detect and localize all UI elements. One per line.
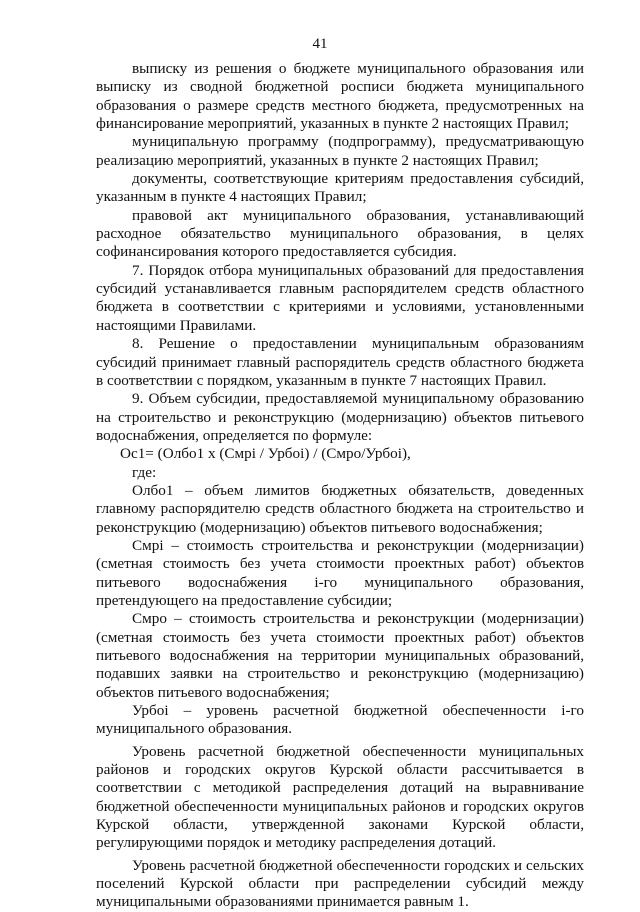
paragraph: где:	[132, 463, 157, 481]
document-body	[96, 60, 584, 912]
formula: Ос1= (Олбо1 х (Смрі / Урбоі) / (Смро/Урбоі),	[120, 445, 411, 463]
paragraph: Уровень расчетной бюджетной обеспеченности городских и сельских поселений Курской области при распределении субсидий между муниципальными образованиями принимается равным 1.	[96, 856, 584, 911]
definition-olbo: Олбо1 – объем лимитов бюджетных обязательств, доведенных главному распорядителю средств областного бюджета на строительство и реконструкцию (модернизацию) объектов питьевого водоснабжения;	[96, 481, 584, 536]
definition-smri: Смрі – стоимость строительства и реконструкции (модернизации) (сметная стоимость без учета стоимости проектных работ) объектов питьевого водоснабжения і-го муниципального образования, претендующего на предоставление субсидии;	[96, 536, 584, 609]
page-number: 41	[312, 36, 328, 52]
paragraph: Уровень расчетной бюджетной обеспеченности муниципальных районов и городских округов Курской области рассчитывается в соответствии с методикой распределения дотаций на выравнивание бюджетной обеспеченности муниципальных районов и городских округов Курской области, утвержденной законами Курской области, регулирующими порядок и методику распределения дотаций.	[96, 742, 584, 852]
paragraph: документы, соответствующие критериям предоставления субсидий, указанным в пункте 4 настоящих Правил;	[96, 170, 584, 206]
paragraph: 9. Объем субсидии, предоставляемой муниципальному образованию на строительство и реконструкцию (модернизацию) объектов питьевого водоснабжения, определяется по формуле:	[96, 390, 584, 444]
paragraph: 8. Решение о предоставлении муниципальным образованиям субсидий принимает главный распорядитель средств областного бюджета в соответствии с порядком, указанным в пункте 7 настоящих Правил.	[96, 335, 584, 389]
paragraph: выписку из решения о бюджете муниципального образования или выписку из сводной бюджетной росписи бюджета муниципального образования о размере средств местного бюджета, предусмотренных на финансирование мероприятий, указанных в пункте 2 настоящих Правил;	[96, 60, 584, 133]
paragraph: правовой акт муниципального образования, устанавливающий расходное обязательство муниципального образования, в целях софинансирования которого предоставляется субсидия.	[96, 206, 584, 261]
definition-smro: Смро – стоимость строительства и реконструкции (модернизации) (сметная стоимость без учета стоимости проектных работ) объектов питьевого водоснабжения на территории муниципальных образований, подавших заявки на строительство и реконструкцию (модернизацию) объектов питьевого водоснабжения;	[96, 610, 584, 701]
definition-urboi: Урбоі – уровень расчетной бюджетной обеспеченности і-го муниципального образования.	[96, 702, 584, 738]
paragraph: 7. Порядок отбора муниципальных образований для предоставления субсидий устанавливается главным распорядителем средств областного бюджета в соответствии с критериями и условиями, установленными настоящими Правилами.	[96, 261, 584, 334]
paragraph: муниципальную программу (подпрограмму), предусматривающую реализацию мероприятий, указанных в пункте 2 настоящих Правил;	[96, 133, 584, 169]
